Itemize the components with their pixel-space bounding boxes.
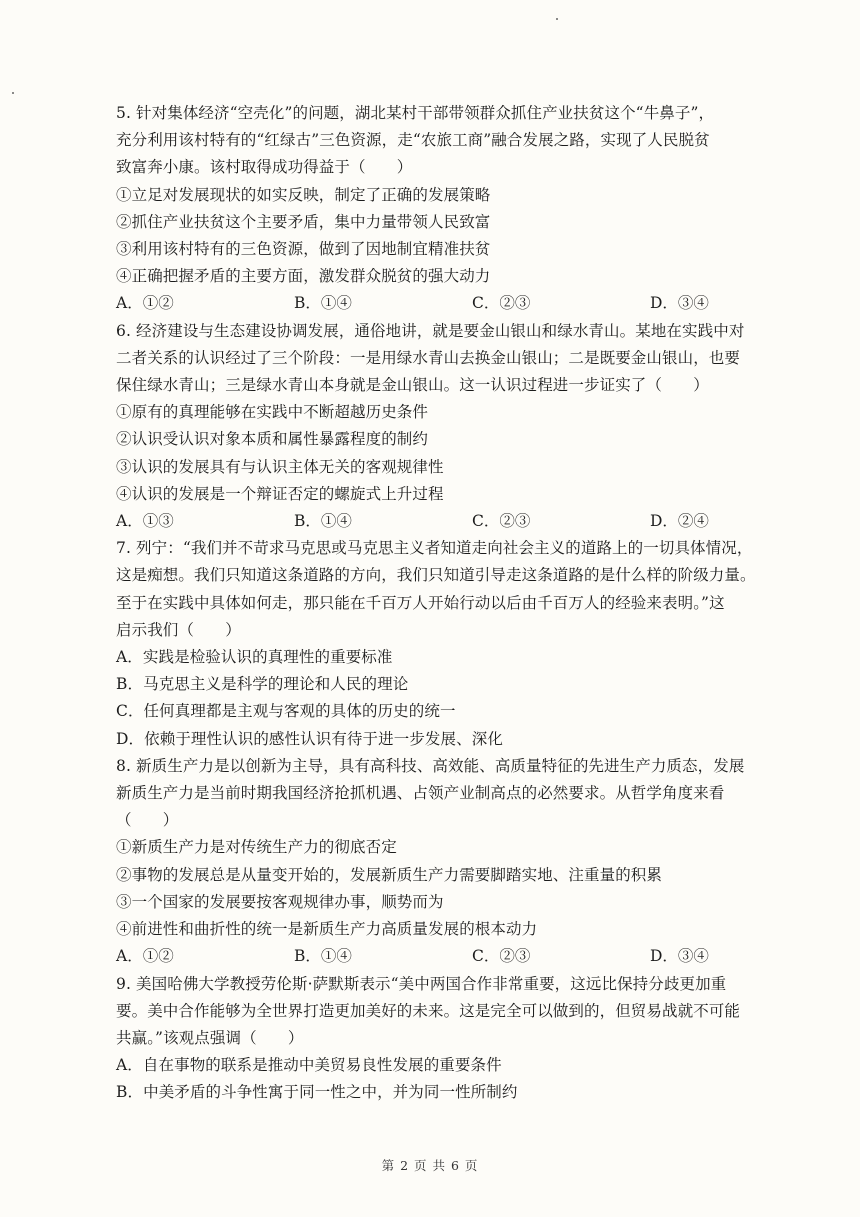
question-stem-line: （ ）	[116, 811, 179, 830]
question-stem-line: 9. 美国哈佛大学教授劳伦斯·萨默斯表示“美中两国合作非常重要，这远比保持分歧更加重	[116, 974, 727, 993]
answer-option-b[interactable]: B．①④	[294, 294, 352, 313]
question-stem-line: 新质生产力是当前时期我国经济抢抓机遇、占领产业制高点的必然要求。从哲学角度来看	[116, 784, 725, 803]
statement-item: ①立足对发展现状的如实反映，制定了正确的发展策略	[116, 185, 491, 204]
answer-option-a[interactable]: A．实践是检验认识的真理性的重要标准	[116, 648, 393, 667]
statement-item: ③认识的发展具有与认识主体无关的客观规律性	[116, 457, 444, 476]
answer-option-c[interactable]: C．任何真理都是主观与客观的具体的历史的统一	[116, 702, 456, 721]
statement-item: ③利用该村特有的三色资源，做到了因地制宜精准扶贫	[116, 240, 491, 259]
statement-item: ②认识受认识对象本质和属性暴露程度的制约	[116, 430, 429, 449]
question-5	[116, 100, 828, 318]
question-stem-line: 共赢。”该观点强调（ ）	[116, 1028, 304, 1047]
answer-option-a[interactable]: A．①③	[116, 512, 174, 531]
statement-item: ④认识的发展是一个辩证否定的螺旋式上升过程	[116, 484, 444, 503]
question-7	[116, 535, 828, 753]
answer-option-a[interactable]: A．①②	[116, 294, 174, 313]
question-stem-line: 5. 针对集体经济“空壳化”的问题，湖北某村干部带领群众抓住产业扶贫这个“牛鼻子”，	[116, 104, 715, 122]
question-stem-line: 启示我们（ ）	[116, 620, 241, 639]
question-stem-line: 6. 经济建设与生态建设协调发展，通俗地讲，就是要金山银山和绿水青山。某地在实践中对	[116, 321, 745, 340]
answer-options	[116, 508, 828, 535]
answer-option-d[interactable]: D．依赖于理性认识的感性认识有待于进一步发展、深化	[116, 729, 503, 748]
question-stem-line: 致富奔小康。该村取得成功得益于（ ）	[116, 158, 413, 177]
question-6	[116, 318, 828, 536]
page-footer: 第 2 页 共 6 页	[381, 1158, 479, 1173]
question-9	[116, 971, 828, 1107]
scan-speck	[12, 92, 14, 94]
answer-option-b[interactable]: B．①④	[294, 947, 352, 966]
question-stem-line: 7. 列宁：“我们并不苛求马克思或马克思主义者知道走向社会主义的道路上的一切具体情况，	[116, 539, 753, 558]
answer-option-a[interactable]: A．自在事物的联系是推动中美贸易良性发展的重要条件	[116, 1056, 502, 1075]
answer-option-c[interactable]: C．②③	[472, 512, 531, 531]
answer-option-a[interactable]: A．①②	[116, 947, 174, 966]
question-stem-line: 二者关系的认识经过了三个阶段：一是用绿水青山去换金山银山；二是既要金山银山，也要	[116, 348, 741, 367]
question-stem-line: 保住绿水青山；三是绿水青山本身就是金山银山。这一认识过程进一步证实了（ ）	[116, 376, 709, 395]
answer-option-b[interactable]: B．中美矛盾的斗争性寓于同一性之中，并为同一性所制约	[116, 1083, 518, 1102]
answer-options	[116, 943, 828, 970]
statement-item: ④前进性和曲折性的统一是新质生产力高质量发展的根本动力	[116, 920, 538, 939]
question-stem-line: 8. 新质生产力是以创新为主导，具有高科技、高效能、高质量特征的先进生产力质态，发展	[116, 756, 745, 775]
question-stem-line: 要。美中合作能够为全世界打造更加美好的未来。这是完全可以做到的，但贸易战就不可能	[116, 1001, 741, 1020]
question-8	[116, 753, 828, 971]
statement-item: ③一个国家的发展要按客观规律办事，顺势而为	[116, 892, 444, 911]
answer-option-d[interactable]: D．③④	[650, 294, 709, 313]
answer-option-b[interactable]: B．马克思主义是科学的理论和人民的理论	[116, 675, 409, 694]
answer-option-b[interactable]: B．①④	[294, 512, 352, 531]
answer-option-c[interactable]: C．②③	[472, 294, 531, 313]
statement-item: ②事物的发展总是从量变开始的，发展新质生产力需要脚踏实地、注重量的积累	[116, 865, 663, 884]
answer-option-d[interactable]: D．②④	[650, 512, 709, 531]
answer-option-d[interactable]: D．③④	[650, 947, 709, 966]
answer-options	[116, 290, 828, 317]
scan-speck	[556, 18, 558, 20]
statement-item: ④正确把握矛盾的主要方面，激发群众脱贫的强大动力	[116, 267, 491, 286]
statement-item: ①原有的真理能够在实践中不断超越历史条件	[116, 403, 429, 422]
statement-item: ②抓住产业扶贫这个主要矛盾，集中力量带领人民致富	[116, 212, 491, 231]
question-stem-line: 充分利用该村特有的“红绿古”三色资源，走“农旅工商”融合发展之路，实现了人民脱贫	[116, 131, 710, 150]
question-stem-line: 至于在实践中具体如何走，那只能在千百万人开始行动以后由千百万人的经验来表明。”这	[116, 593, 725, 612]
question-stem-line: 这是痴想。我们只知道这条道路的方向，我们只知道引导走这条道路的是什么样的阶级力量。	[116, 566, 756, 585]
question-list	[116, 100, 828, 1107]
statement-item: ①新质生产力是对传统生产力的彻底否定	[116, 838, 397, 857]
answer-option-c[interactable]: C．②③	[472, 947, 531, 966]
